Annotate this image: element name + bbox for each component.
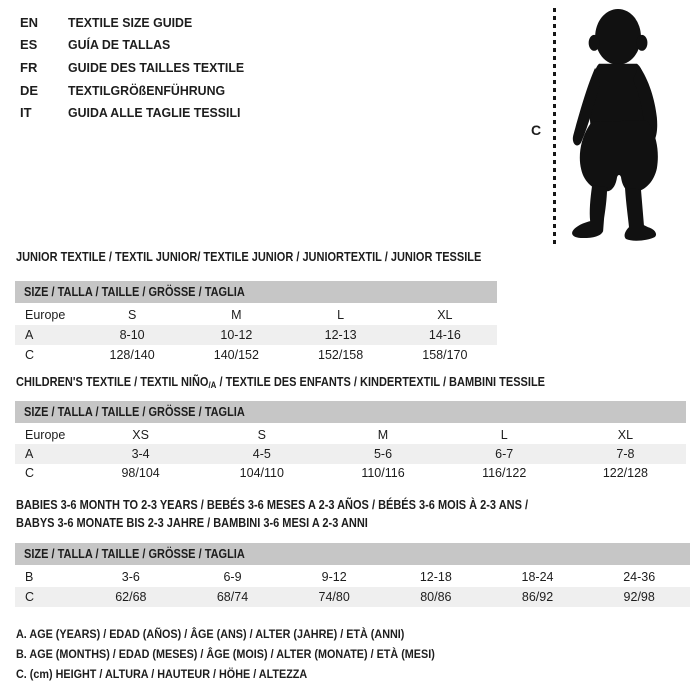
footnote-c-text: C. (cm) HEIGHT / ALTURA / HAUTEUR / HÖHE / ALTEZZA bbox=[16, 667, 308, 681]
babies-title-line2: BABYS 3-6 MONATE BIS 2-3 JAHRE / BAMBINI 3-6 MESI A 2-3 ANNI bbox=[16, 515, 368, 530]
table-row-europe bbox=[15, 425, 686, 444]
language-code: DE bbox=[20, 82, 39, 98]
language-code: FR bbox=[20, 59, 38, 75]
table-row-height bbox=[15, 587, 690, 607]
language-row-de bbox=[20, 79, 253, 102]
size-value: 8-10 bbox=[119, 328, 145, 342]
table-row-age bbox=[15, 325, 497, 345]
size-value: 152/158 bbox=[318, 348, 364, 362]
size-header-text: SIZE / TALLA / TAILLE / GRÖSSE / TAGLIA bbox=[24, 285, 245, 299]
size-value: 18-24 bbox=[521, 570, 554, 584]
table-row-height bbox=[15, 345, 497, 365]
size-value: 140/152 bbox=[213, 348, 259, 362]
footnote-b-text: B. AGE (MONTHS) / EDAD (MESES) / ÂGE (MOIS) / ALTER (MONATE) / ETÀ (MESI) bbox=[16, 647, 435, 661]
babies-section-title bbox=[16, 497, 598, 532]
size-value: 86/92 bbox=[521, 590, 554, 604]
size-value: 68/74 bbox=[216, 590, 249, 604]
size-value: 12-13 bbox=[324, 328, 357, 342]
language-code: EN bbox=[20, 14, 39, 30]
row-label: C bbox=[25, 590, 35, 604]
size-value: 116/122 bbox=[482, 466, 527, 481]
language-title: TEXTILGRÖßENFÜHRUNG bbox=[68, 82, 226, 98]
language-title: GUIDE DES TAILLES TEXTILE bbox=[68, 59, 245, 75]
junior-section-title-text: JUNIOR TEXTILE / TEXTIL JUNIOR/ TEXTILE JUNIOR / JUNIORTEXTIL / JUNIOR TESSILE bbox=[16, 250, 482, 264]
size-header-text: SIZE / TALLA / TAILLE / GRÖSSE / TAGLIA bbox=[24, 547, 245, 561]
size-value: 80/86 bbox=[420, 590, 452, 604]
size-value: M bbox=[377, 427, 389, 442]
size-value: 24-36 bbox=[623, 570, 656, 584]
size-value: XS bbox=[132, 427, 149, 442]
row-label: A bbox=[25, 328, 34, 342]
language-row-es bbox=[20, 34, 253, 57]
babies-title-line1: BABIES 3-6 MONTH TO 2-3 YEARS / BEBÉS 3-6 MESES A 2-3 AÑOS / BÉBÉS 3-6 MOIS À 2-3 ANS / bbox=[16, 498, 529, 512]
size-value: 9-12 bbox=[321, 570, 347, 584]
size-value: 110/116 bbox=[361, 466, 405, 481]
footnote-c bbox=[16, 664, 481, 684]
footnote-a bbox=[16, 624, 481, 644]
size-value: 98/104 bbox=[121, 466, 160, 481]
size-value: 6-7 bbox=[495, 447, 514, 462]
size-value: 12-18 bbox=[419, 570, 452, 584]
size-value: 4-5 bbox=[252, 447, 271, 462]
footnotes bbox=[16, 624, 481, 684]
table-row-height bbox=[15, 464, 686, 483]
row-label: Europe bbox=[25, 308, 66, 322]
height-measure-line bbox=[553, 8, 556, 246]
size-value: S bbox=[257, 427, 266, 442]
language-row-en bbox=[20, 11, 253, 34]
children-title-post: / TEXTILE DES ENFANTS / KINDERTEXTIL / BAMBINI TESSILE bbox=[216, 375, 546, 389]
height-measure-label: C bbox=[531, 122, 542, 138]
size-value: M bbox=[231, 308, 242, 322]
row-label: C bbox=[25, 348, 35, 362]
row-label: Europe bbox=[25, 427, 66, 442]
language-row-fr bbox=[20, 56, 253, 79]
row-label: A bbox=[25, 447, 34, 462]
size-value: 74/80 bbox=[318, 590, 350, 604]
size-header-bar bbox=[15, 401, 686, 423]
size-value: 62/68 bbox=[115, 590, 147, 604]
language-title-list bbox=[20, 11, 253, 124]
size-header-bar bbox=[15, 281, 497, 303]
toddler-silhouette-icon bbox=[560, 4, 696, 248]
language-code: ES bbox=[20, 37, 38, 53]
children-section-title-text bbox=[16, 375, 545, 390]
size-value: 128/140 bbox=[109, 348, 155, 362]
babies-size-table bbox=[15, 543, 690, 607]
language-row-it bbox=[20, 101, 253, 124]
size-header-text: SIZE / TALLA / TAILLE / GRÖSSE / TAGLIA bbox=[24, 405, 245, 419]
language-code: IT bbox=[20, 105, 32, 121]
size-value: S bbox=[127, 308, 137, 322]
language-title: GUÍA DE TALLAS bbox=[68, 37, 171, 53]
size-value: L bbox=[500, 427, 508, 442]
size-value: 122/128 bbox=[602, 466, 648, 481]
size-value: XL bbox=[617, 427, 634, 442]
size-value: 158/170 bbox=[422, 348, 468, 362]
size-value: 3-4 bbox=[131, 447, 150, 462]
size-value: XL bbox=[437, 308, 453, 322]
size-value: 104/110 bbox=[239, 466, 284, 481]
size-value: L bbox=[337, 308, 345, 322]
footnote-a-text: A. AGE (YEARS) / EDAD (AÑOS) / ÂGE (ANS) / ALTER (JAHRE) / ETÀ (ANNI) bbox=[16, 627, 405, 641]
size-value: 10-12 bbox=[220, 328, 253, 342]
size-header-bar bbox=[15, 543, 690, 565]
children-size-table bbox=[15, 401, 686, 483]
children-section-title bbox=[16, 375, 617, 390]
junior-section-title bbox=[16, 250, 545, 264]
row-label: C bbox=[25, 466, 35, 481]
junior-size-table bbox=[15, 281, 497, 365]
children-title-sub: /A bbox=[208, 380, 217, 390]
size-value: 5-6 bbox=[373, 447, 393, 462]
footnote-b bbox=[16, 644, 481, 664]
table-row-europe bbox=[15, 305, 497, 325]
language-title: TEXTILE SIZE GUIDE bbox=[68, 14, 193, 30]
size-value: 6-9 bbox=[223, 570, 242, 584]
children-title-pre: CHILDREN'S TEXTILE / TEXTIL NIÑO bbox=[16, 375, 209, 389]
size-value: 14-16 bbox=[428, 328, 461, 342]
size-value: 7-8 bbox=[616, 447, 635, 462]
table-row-months bbox=[15, 567, 690, 587]
table-row-age bbox=[15, 444, 686, 463]
size-value: 3-6 bbox=[121, 570, 140, 584]
size-value: 92/98 bbox=[623, 590, 655, 604]
row-label: B bbox=[25, 570, 34, 584]
language-title: GUIDA ALLE TAGLIE TESSILI bbox=[68, 105, 241, 121]
